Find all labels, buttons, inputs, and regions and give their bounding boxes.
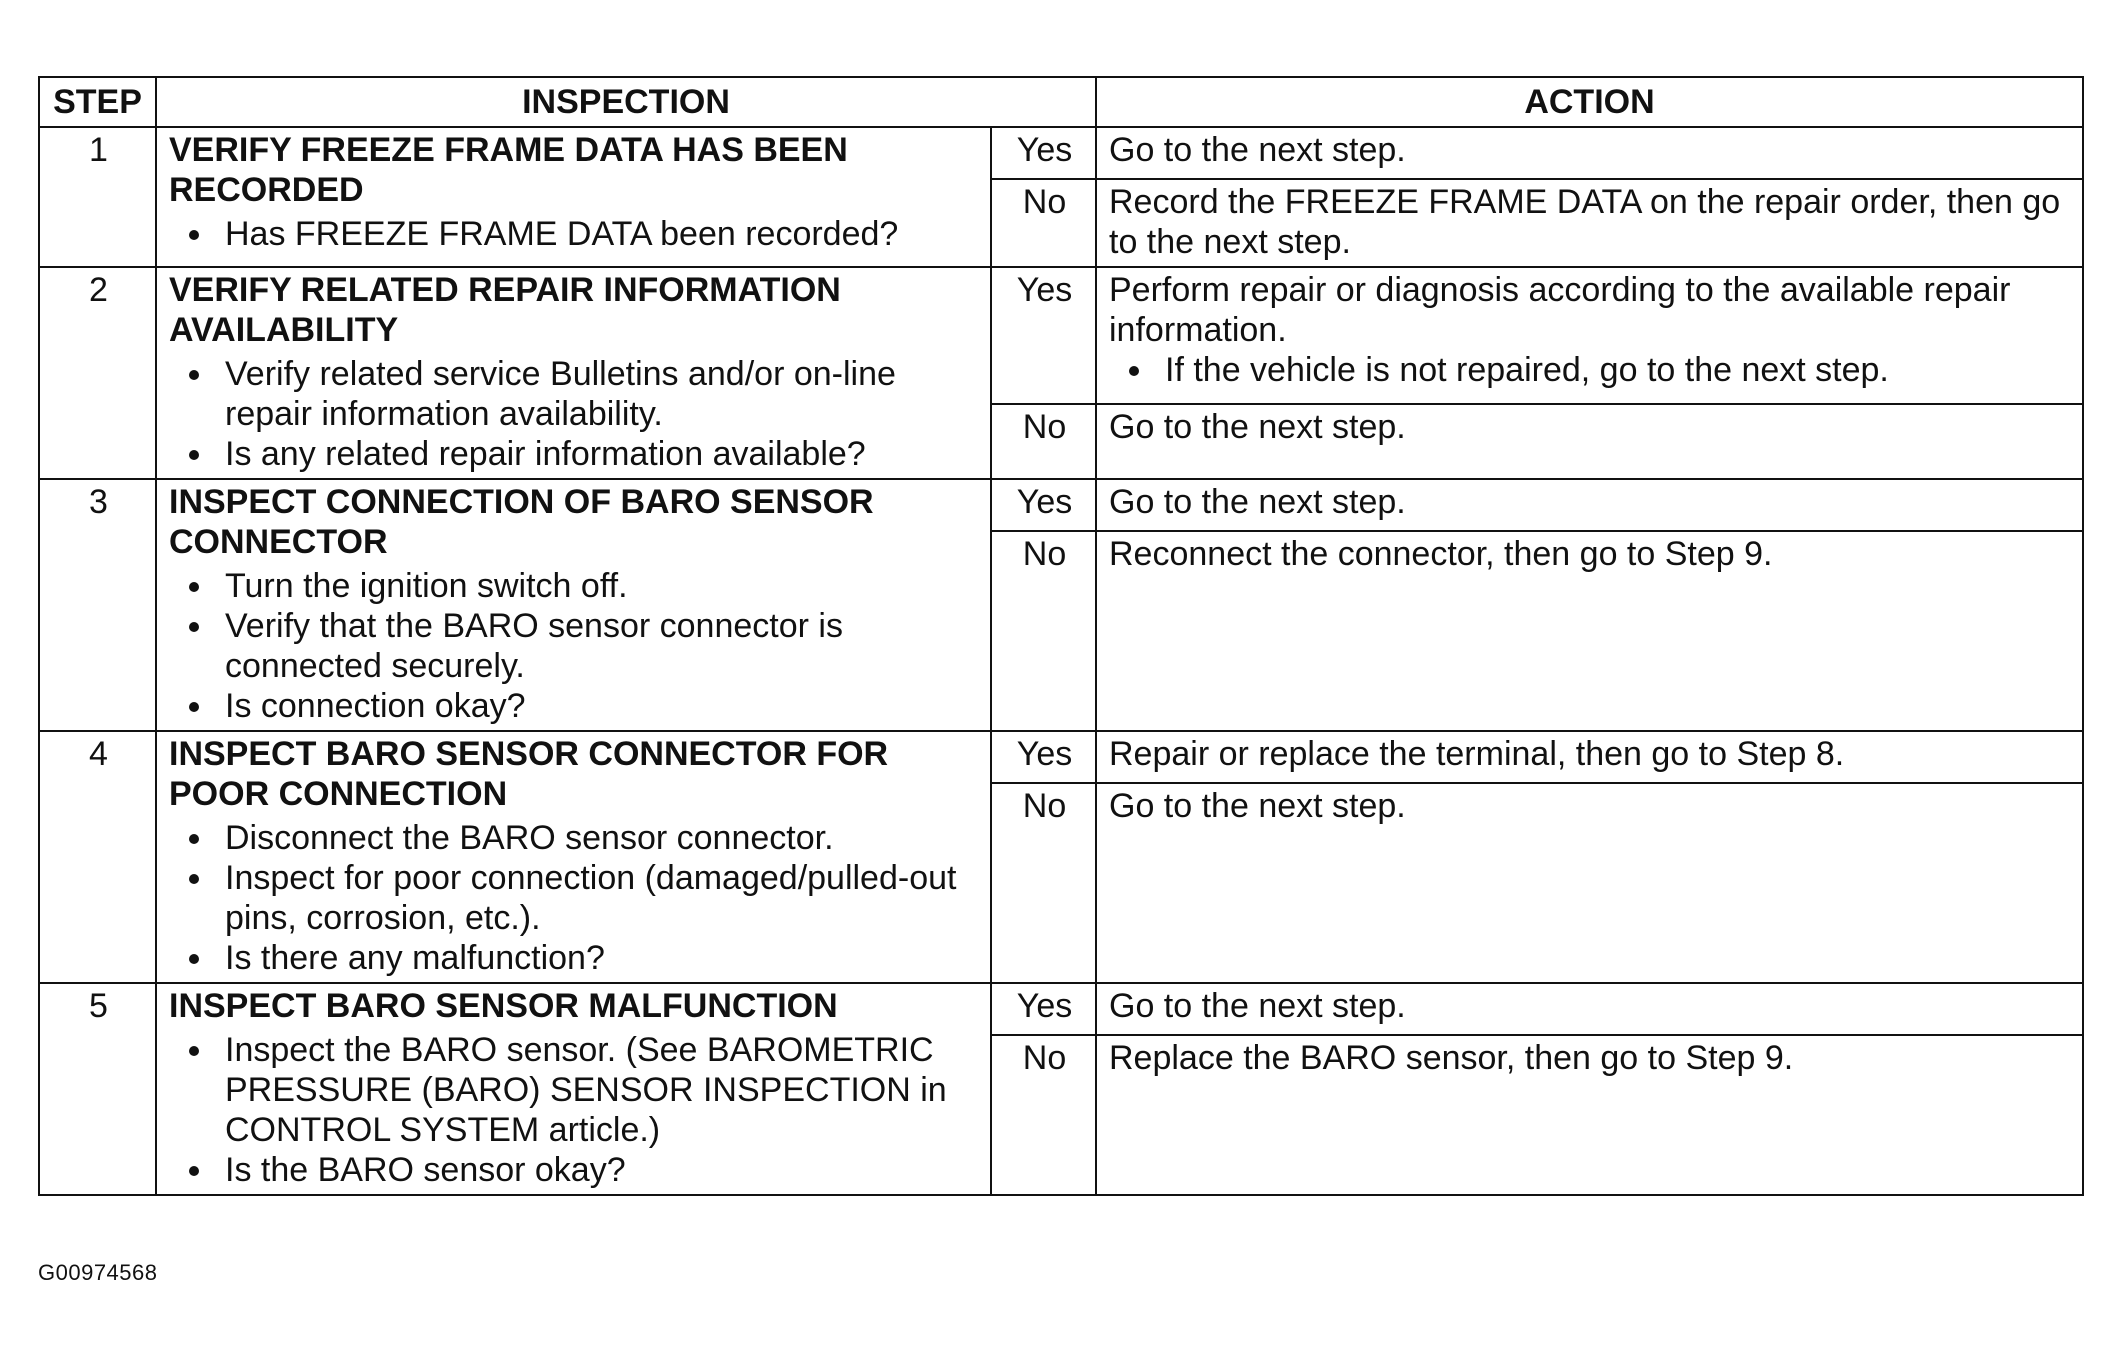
- diagnostic-table: [38, 76, 2084, 1196]
- step-yes-row: [39, 127, 2083, 179]
- yes-action: Go to the next step.: [1096, 983, 2083, 1035]
- yes-action-cell: [1096, 267, 2083, 404]
- inspection-title: INSPECT BARO SENSOR MALFUNCTION: [169, 987, 838, 1025]
- inspection-cell: [156, 127, 991, 267]
- step-number: 3: [39, 479, 156, 731]
- inspection-bullet: Is any related repair information available?: [185, 434, 980, 474]
- step-yes-row: [39, 731, 2083, 783]
- yes-action-bullets: [1109, 350, 2072, 390]
- inspection-title: VERIFY FREEZE FRAME DATA HAS BEEN RECORDED: [169, 131, 848, 209]
- header-inspection: INSPECTION: [156, 77, 1096, 127]
- inspection-bullet: Has FREEZE FRAME DATA been recorded?: [185, 214, 980, 254]
- no-action: Record the FREEZE FRAME DATA on the repair order, then go to the next step.: [1096, 179, 2083, 267]
- yes-label: Yes: [991, 127, 1096, 179]
- inspection-bullets: [169, 566, 980, 726]
- yes-action: Go to the next step.: [1096, 127, 2083, 179]
- no-label: No: [991, 783, 1096, 983]
- no-label: No: [991, 404, 1096, 479]
- no-action: Replace the BARO sensor, then go to Step 9.: [1096, 1035, 2083, 1195]
- inspection-title: VERIFY RELATED REPAIR INFORMATION AVAILABILITY: [169, 271, 841, 349]
- inspection-bullet: Is connection okay?: [185, 686, 980, 726]
- no-action: Go to the next step.: [1096, 404, 2083, 479]
- step-4: [39, 731, 2083, 983]
- inspection-bullet: Inspect the BARO sensor. (See BAROMETRIC PRESSURE (BARO) SENSOR INSPECTION in CONTROL SYSTEM article.): [185, 1030, 980, 1150]
- inspection-bullets: [169, 818, 980, 978]
- step-1: [39, 127, 2083, 267]
- inspection-bullet: Turn the ignition switch off.: [185, 566, 980, 606]
- figure-id: G00974568: [38, 1260, 158, 1285]
- inspection-bullet: Verify that the BARO sensor connector is connected securely.: [185, 606, 980, 686]
- yes-action: Repair or replace the terminal, then go to Step 8.: [1096, 731, 2083, 783]
- step-yes-row: [39, 479, 2083, 531]
- inspection-bullets: [169, 214, 980, 254]
- step-yes-row: [39, 983, 2083, 1035]
- step-number: 4: [39, 731, 156, 983]
- yes-action: Perform repair or diagnosis according to the available repair information.: [1109, 271, 2011, 349]
- table-header-row: [39, 77, 2083, 127]
- inspection-cell: [156, 479, 991, 731]
- yes-action-bullet: If the vehicle is not repaired, go to the next step.: [1125, 350, 2072, 390]
- step-number: 5: [39, 983, 156, 1195]
- inspection-title: INSPECT CONNECTION OF BARO SENSOR CONNECTOR: [169, 483, 874, 561]
- step-yes-row: [39, 267, 2083, 404]
- inspection-bullet: Inspect for poor connection (damaged/pulled-out pins, corrosion, etc.).: [185, 858, 980, 938]
- inspection-bullet: Is there any malfunction?: [185, 938, 980, 978]
- inspection-bullet: Disconnect the BARO sensor connector.: [185, 818, 980, 858]
- inspection-cell: [156, 731, 991, 983]
- header-step: STEP: [39, 77, 156, 127]
- no-label: No: [991, 179, 1096, 267]
- yes-label: Yes: [991, 983, 1096, 1035]
- inspection-bullets: [169, 354, 980, 474]
- step-number: 2: [39, 267, 156, 479]
- yes-label: Yes: [991, 267, 1096, 404]
- inspection-bullet: Verify related service Bulletins and/or on-line repair information availability.: [185, 354, 980, 434]
- inspection-title: INSPECT BARO SENSOR CONNECTOR FOR POOR CONNECTION: [169, 735, 889, 813]
- step-number: 1: [39, 127, 156, 267]
- no-action: Reconnect the connector, then go to Step 9.: [1096, 531, 2083, 731]
- inspection-cell: [156, 267, 991, 479]
- yes-label: Yes: [991, 479, 1096, 531]
- inspection-cell: [156, 983, 991, 1195]
- header-action: ACTION: [1096, 77, 2083, 127]
- no-label: No: [991, 1035, 1096, 1195]
- no-label: No: [991, 531, 1096, 731]
- inspection-bullet: Is the BARO sensor okay?: [185, 1150, 980, 1190]
- step-2: [39, 267, 2083, 479]
- yes-label: Yes: [991, 731, 1096, 783]
- step-5: [39, 983, 2083, 1195]
- step-3: [39, 479, 2083, 731]
- inspection-bullets: [169, 1030, 980, 1190]
- yes-action: Go to the next step.: [1096, 479, 2083, 531]
- no-action: Go to the next step.: [1096, 783, 2083, 983]
